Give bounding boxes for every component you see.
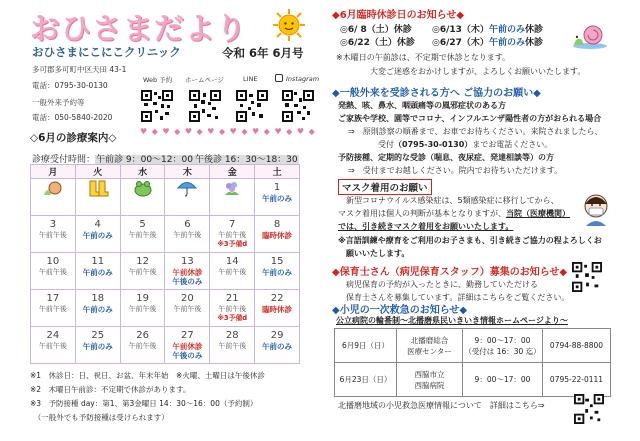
day-number: 26 [136,330,149,341]
calendar-day [255,327,300,364]
closure-heading: ◆6月臨時休診日のお知らせ◆ [332,10,465,21]
calendar-boots-icon [75,179,120,216]
qr-label-web: Web 予約 [143,76,173,84]
weekday-sat: 土 [255,165,300,179]
qr-code-emergency[interactable] [574,394,604,424]
day-status: ※3予備d [217,314,248,322]
emergency-subheading: 公立病院の輪番制～北播磨県民いきいき情報ホームページより～ [336,316,568,325]
go-line-4: 受付（0795-30-0130）までお電話ください。 [378,140,553,149]
day-number: 25 [91,330,105,341]
newsletter-title: おひさまだより [30,12,247,47]
emergency-footer: 北播磨地域の小児救急医療情報について 詳細はこちら⇒ [338,401,545,410]
closure-note-1: ※木曜日の午前診は、不定期で休診となります。 [336,53,511,62]
day-number: 3 [49,219,57,230]
day-status: 午前のみ [262,194,293,203]
calendar-day [255,290,300,327]
day-number: 28 [225,330,239,341]
calendar-day [210,216,255,253]
day-number: 27 [181,330,194,341]
weekday-tue: 火 [75,165,120,179]
day-status: 午前午後 [173,231,202,239]
day-number: 7 [229,219,236,230]
go-line-6: ⇒ 受付までお越しください。院内でお待ちいただけます。 [348,166,563,175]
qr-code-nursery[interactable] [572,262,602,292]
calendar-day [255,253,300,290]
er-tel-1: 0794-88-8800 [543,329,611,363]
calendar-day [120,216,165,253]
calendar-day [120,253,165,290]
closure-item-3: ◎6/22（土）休診 [340,38,415,48]
go-line-5: 予防接種、定期的な受診（喘息、夜尿症、発達相談等）の方 [338,153,554,162]
schedule-note-1: ※1 休診日：日、祝日、お盆、年末年始 ※火曜、土曜日は午後休診 [30,371,265,380]
day-status: 午前午後 [218,305,247,313]
schedule-note-4: （一般外でも予防接種は受けられます） [30,413,169,422]
er-hospital-1: 北播磨総合 医療センター [397,329,463,363]
mask-line-2: マスク着用は個人の判断が基本となりますが、当院（医療機関） [338,209,570,218]
day-status: 午前午後 [38,342,67,350]
day-status: 午後のみ [172,277,203,286]
calendar-day [165,216,210,253]
day-status: 臨時休診 [262,305,293,314]
calendar-day [210,327,255,364]
qr-code-line[interactable] [236,90,268,122]
day-status: 午前午後 [128,305,157,313]
day-status: 午前午後 [218,342,247,350]
calendar-day [75,290,120,327]
day-status: 午後のみ [172,351,203,360]
calendar-day [120,290,165,327]
day-number: 4 [94,219,101,230]
nursery-line-1: 病児保育の予約が入ったときに、勤務していただける [346,280,538,289]
mask-line-4: ※言語訓練や療育をご利用のお子さまも、引き続きご協力の程よろしくお [338,236,602,245]
er-date-2: 6月23日（日） [335,363,397,397]
sun-icon [272,8,306,42]
day-status: 午前のみ [82,231,113,240]
calendar-day [75,327,120,364]
closure-item-1: ◎6/ 8（土）休診 [340,25,412,35]
calendar-day [31,253,76,290]
day-number: 5 [139,219,146,230]
clinic-name: おひさまにこにこクリニック [32,45,181,59]
calendar-day [165,327,210,364]
day-number: 24 [46,330,60,341]
calendar-week [31,253,300,290]
day-number: 10 [46,256,60,267]
day-status: 臨時休診 [262,231,293,240]
day-number: 11 [91,256,105,267]
calendar-day [120,327,165,364]
hours-label: 診療受付時間： [32,155,96,165]
calendar-day [165,253,210,290]
calendar-frog-icon [120,179,165,216]
schedule-note-3: ※3 予防接種 day：第1、第3金曜日 14：30～16：00（予約制） [30,399,258,408]
weekday-wed: 水 [120,165,165,179]
schedule-note-2: ※2 木曜日午前診：不定期で休診があります。 [30,385,191,394]
go-line-2: ご家族や学校、園等でコロナ、インフルエンザ陽性者の方がおられる場合 [338,114,602,123]
closure-item-2: ◎6/13（木）午前のみ休診 [432,25,543,35]
calendar-week [31,216,300,253]
qr-label-instagram: Instagram [286,75,320,83]
closure-item-4: ◎6/27（木）午前のみ休診 [432,38,543,48]
outpatient-phone: 電話：050-5840-2020 [32,113,113,122]
clinic-address: 多可郡多可町中区天田 43-1 [32,65,127,74]
calendar-day [255,216,300,253]
day-number: 17 [46,293,60,304]
day-status: 午前休診 [172,268,203,277]
masked-person-icon [580,192,612,228]
day-status: ※3予備d [217,240,248,248]
calendar-hydrangea-icon [210,179,255,216]
go-line-3: ⇒ 原則診察の順番まで、お車でお待ちください。来院されましたら、 [348,127,603,136]
day-number: 8 [273,219,281,230]
general-outpatient-heading: ◆一般外来を受診される方へ ご協力のお願い◆ [332,88,541,99]
day-status: 午前午後 [38,305,67,313]
schedule-heading: ◇6月の診療案内◇ [30,132,117,144]
calendar-snail-icon [31,179,76,216]
nursery-heading: ◆保育士さん（病児保育スタッフ）募集のお知らせ◆ [332,267,568,278]
day-number: 15 [270,256,284,267]
go-line-1: 発熱、咳、鼻水、咽頭痛等の風邪症状のある方 [338,101,506,110]
mask-line-5: 願いいたします。 [346,249,410,258]
hours-pm: 午後診 16：30～18：30 [194,155,298,165]
calendar-day [165,290,210,327]
day-number: 12 [136,256,149,267]
day-status: 午前のみ [262,268,293,277]
day-status: 午前午後 [128,342,157,350]
mask-heading: マスク着用のお願い [338,179,432,195]
decorative-dots: ♥ ◆ ♥ ◆ ♥ ◆ ♥ ◆ ♥ ◆ ♥ ◆ ♥ ◆ ♥ ◆ [140,127,316,136]
day-status: 午前のみ [82,342,113,351]
day-number: 19 [136,293,149,304]
clinic-phone: 電話：0795-30-0130 [32,81,108,90]
emergency-table [334,328,611,397]
calendar-week [31,327,300,364]
day-number: 13 [181,256,194,267]
day-number: 14 [225,256,239,267]
mask-line-1: 新型コロナウイルス感染症は、5類感染症に移行してから、 [346,196,559,205]
instagram-icon [275,74,283,82]
day-number: 6 [184,219,191,230]
day-status: 午前のみ [82,268,113,277]
day-number: 1 [273,182,281,193]
mask-line-3: では、引き続きマスク着用をお願いいたします。 [338,222,514,231]
calendar-day [31,216,76,253]
weekday-thu: 木 [165,165,210,179]
snail-icon [570,20,608,50]
day-status: 午前午後 [218,268,247,276]
closure-note-2: 大変ご迷惑をおかけしますが、よろしくお願いいたします。 [370,67,586,76]
emergency-heading: ◆小児の一次救急のお知らせ◆ [332,305,468,316]
day-number: 22 [270,293,284,304]
weekday-mon: 月 [31,165,76,179]
day-status: 午前午後 [38,268,67,276]
calendar-day [31,290,76,327]
calendar-cell [255,179,300,216]
weekday-fri: 金 [210,165,255,179]
day-status: 午前午後 [128,268,157,276]
qr-code-homepage[interactable] [189,90,221,122]
schedule-calendar [30,164,300,364]
qr-code-instagram[interactable] [282,90,314,122]
day-status: 午前午後 [218,231,247,239]
day-status: 午前休診 [172,342,203,351]
er-hospital-2: 西脇市立 西脇病院 [397,363,463,397]
outpatient-label: 一般外来予約等 [32,98,85,107]
day-status: 午前午後 [173,305,202,313]
er-time-2: 9：00～17：00 [463,363,543,397]
day-status: 午前のみ [82,305,113,314]
day-number: 29 [270,330,284,341]
calendar-week [31,290,300,327]
calendar-day [210,253,255,290]
qr-code-web[interactable] [141,90,173,122]
calendar-umbrella-icon [165,179,210,216]
day-status: 午前のみ [262,342,293,351]
day-number: 21 [225,293,239,304]
day-number: 18 [91,293,105,304]
calendar-day [210,290,255,327]
qr-label-line: LINE [243,75,258,83]
er-time-1: 9：00～17：00 （受付は 16：30 迄） [463,329,543,363]
qr-label-homepage: ホームページ [185,76,224,84]
day-number: 20 [181,293,194,304]
er-date-1: 6月9日（日） [335,329,397,363]
issue-date: 令和 6年 6月号 [222,46,304,60]
calendar-day [31,327,76,364]
er-tel-2: 0795-22-0111 [543,363,611,397]
hours-am: 午前診 9：00～12：00 [96,155,193,165]
calendar-day [75,253,120,290]
nursery-line-2: 保育士さんを募集しています。詳細はこちらをご覧ください。 [346,293,570,302]
calendar-day [75,216,120,253]
day-status: 午前午後 [38,231,67,239]
day-status: 午前午後 [128,231,157,239]
